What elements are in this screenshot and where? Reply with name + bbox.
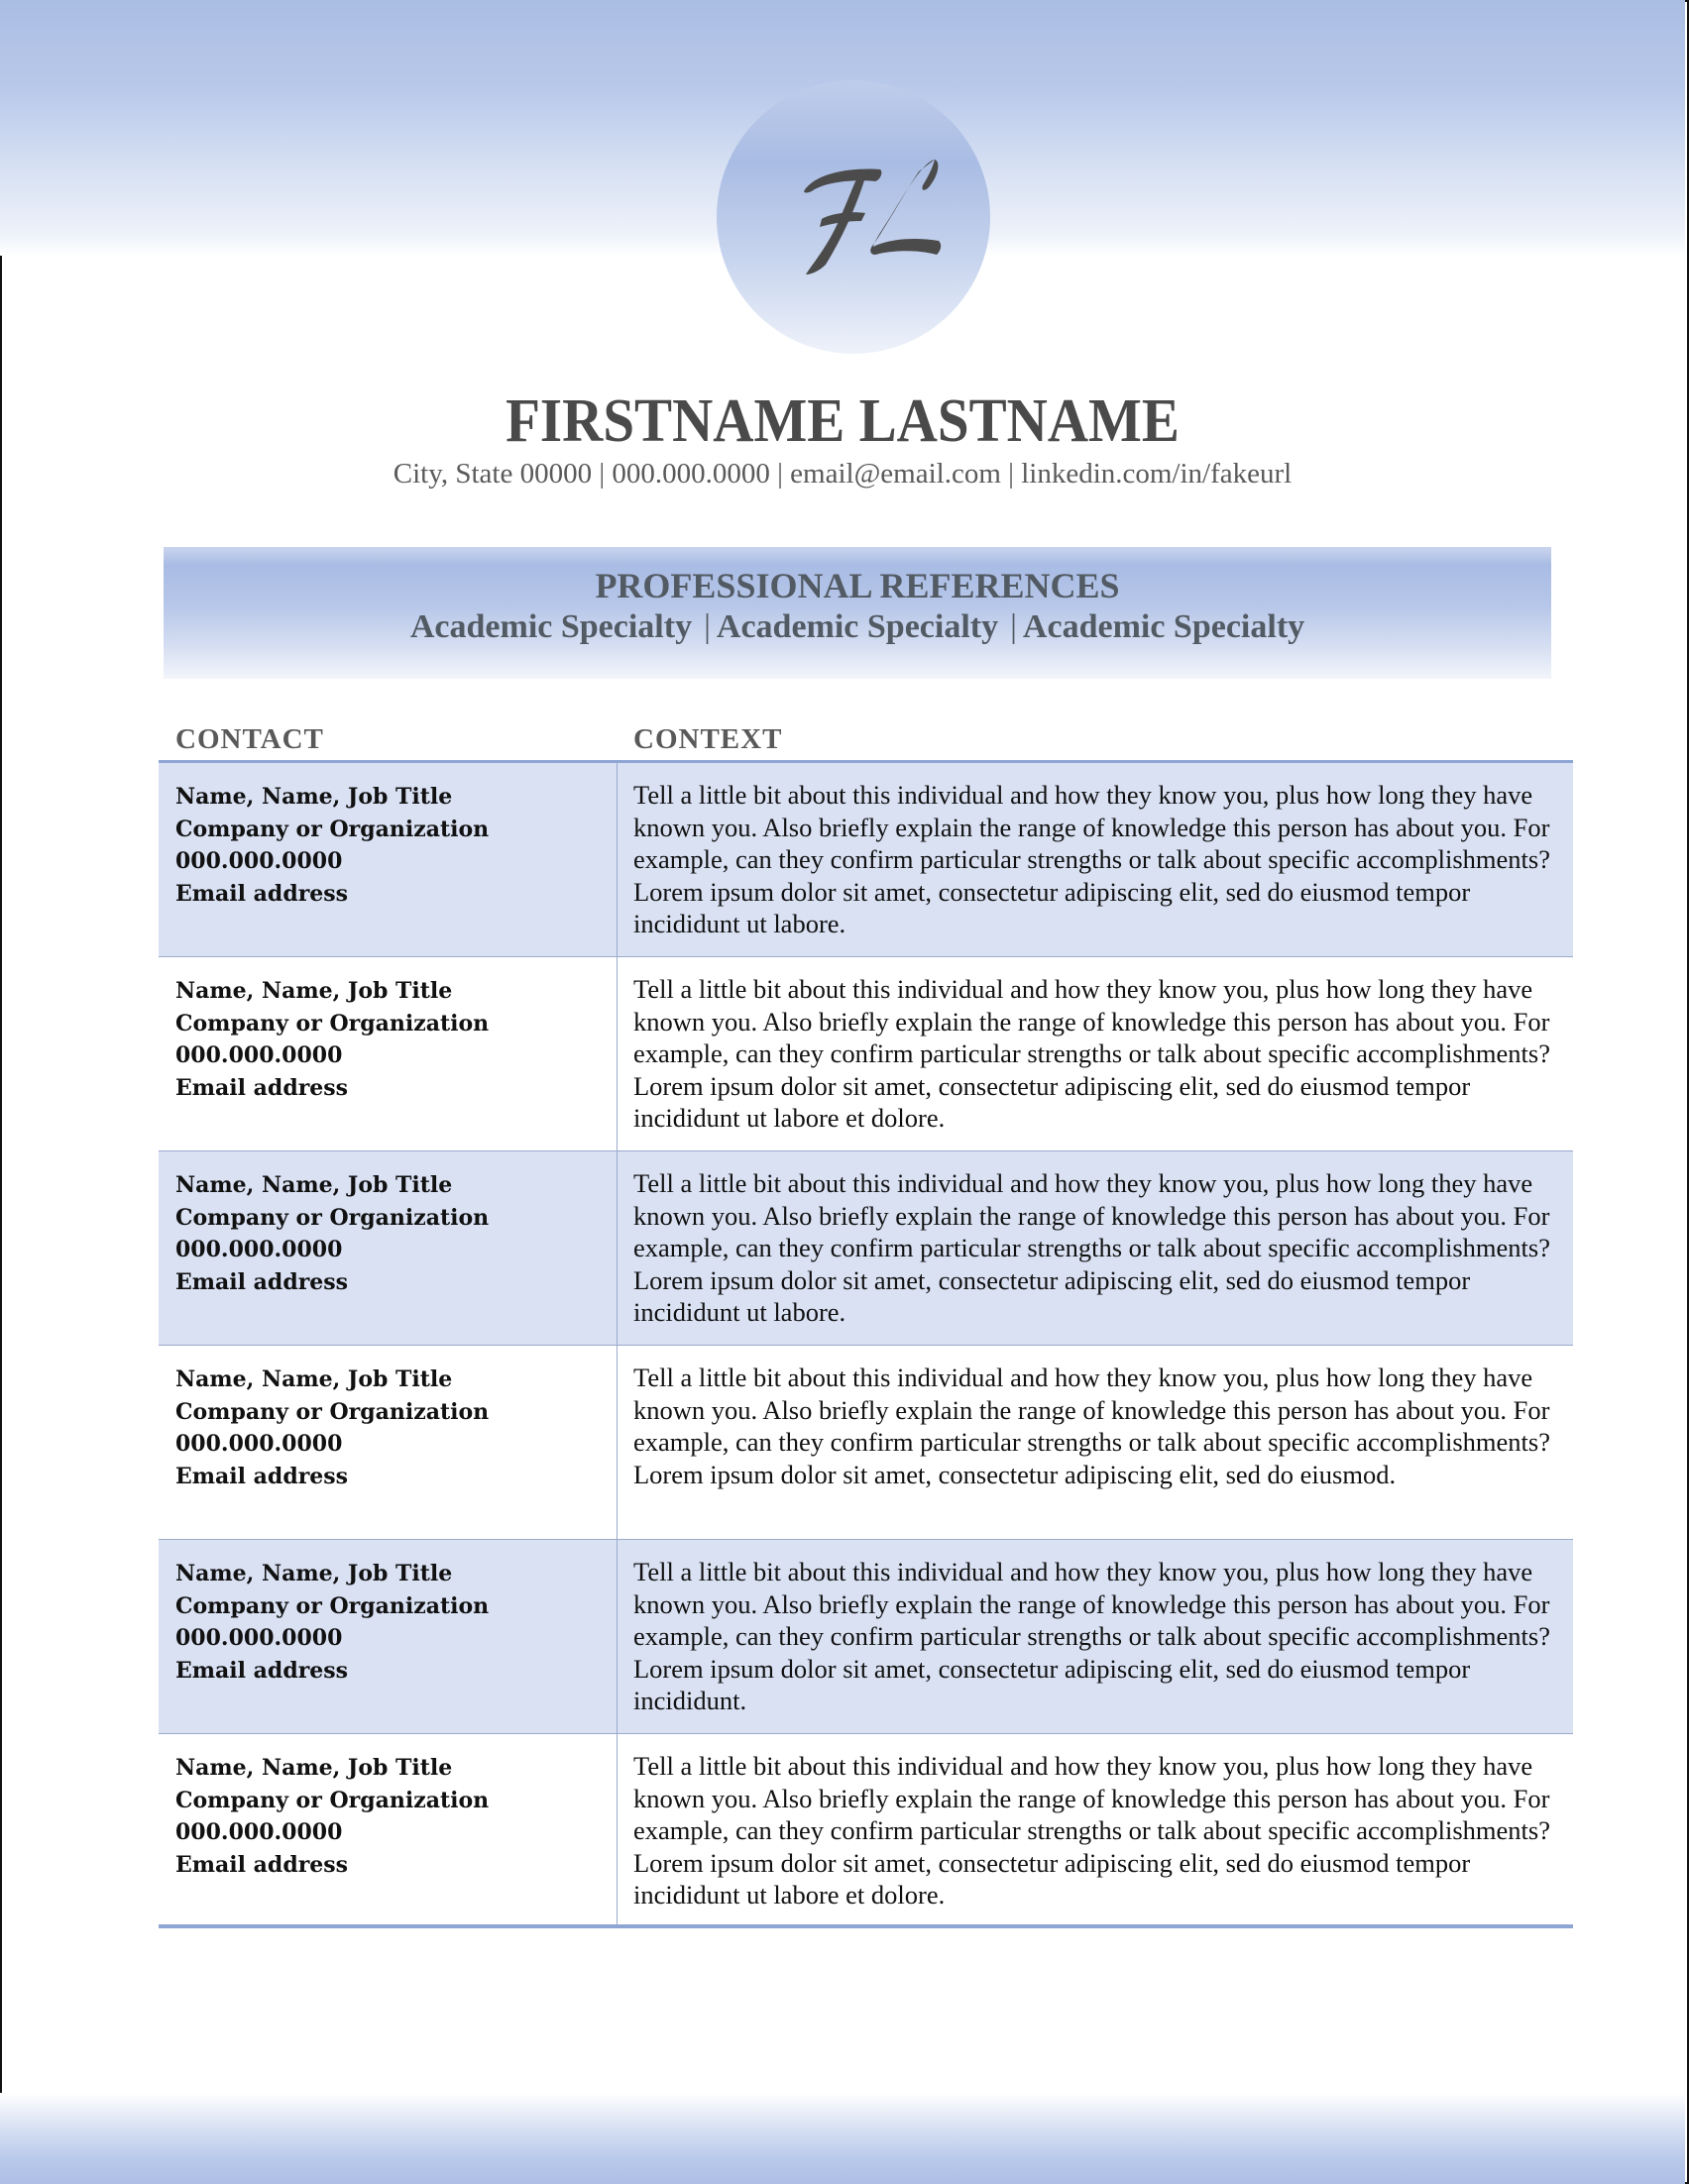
specialty: Academic Specialty bbox=[409, 608, 693, 645]
column-divider bbox=[617, 1346, 618, 1539]
reference-name: Name, Name, Job Title bbox=[175, 784, 453, 810]
candidate-name: FIRSTNAME LASTNAME bbox=[506, 387, 1180, 455]
contact-cell bbox=[175, 1169, 612, 1298]
reference-company: Company or Organization bbox=[175, 816, 490, 842]
reference-company: Company or Organization bbox=[175, 1592, 490, 1619]
contact-cell bbox=[175, 1364, 612, 1492]
specialties-line bbox=[164, 608, 1551, 646]
reference-email: Email address bbox=[175, 1851, 349, 1878]
monogram-logo bbox=[717, 80, 990, 354]
table-row bbox=[159, 1346, 1573, 1540]
contact-cell bbox=[175, 1558, 612, 1687]
table-row bbox=[159, 763, 1573, 957]
reference-email: Email address bbox=[175, 1463, 349, 1489]
reference-email: Email address bbox=[175, 1657, 349, 1684]
reference-phone: 000.000.0000 bbox=[175, 1625, 343, 1651]
reference-name: Name, Name, Job Title bbox=[175, 1561, 453, 1586]
references-table bbox=[159, 763, 1573, 1928]
column-header-context: CONTEXT bbox=[633, 723, 783, 755]
contact-cell bbox=[175, 975, 612, 1104]
context-cell: Tell a little bit about this individual and how they know you, plus how long they have known you. Also briefly explain the range of knowledge this person has about you. For example, can they confirm particular strengths or talk about specific accomplishments? Lorem ipsum dolor sit amet, consectetur adipiscing elit, sed do eiusmod tempor incididunt. bbox=[633, 1557, 1550, 1715]
reference-name: Name, Name, Job Title bbox=[175, 1366, 453, 1392]
contact-cell bbox=[175, 781, 612, 910]
reference-phone: 000.000.0000 bbox=[175, 1431, 343, 1457]
table-row bbox=[159, 957, 1573, 1151]
monogram-fl-icon bbox=[717, 80, 990, 354]
context-cell: Tell a little bit about this individual and how they know you, plus how long they have known you. Also briefly explain the range of knowledge this person has about you. For example, can they confirm particular strengths or talk about specific accomplishments? Lorem ipsum dolor sit amet, consectetur adipiscing elit, sed do eiusmod tempor incididunt ut labore et dolore. bbox=[633, 974, 1550, 1133]
context-cell: Tell a little bit about this individual and how they know you, plus how long they have known you. Also briefly explain the range of knowledge this person has about you. For example, can they confirm particular strengths or talk about specific accomplishments? Lorem ipsum dolor sit amet, consectetur adipiscing elit, sed do eiusmod. bbox=[633, 1363, 1550, 1489]
reference-name: Name, Name, Job Title bbox=[175, 978, 453, 1004]
context-cell: Tell a little bit about this individual and how they know you, plus how long they have known you. Also briefly explain the range of knowledge this person has about you. For example, can they confirm particular strengths or talk about specific accomplishments? Lorem ipsum dolor sit amet, consectetur adipiscing elit, sed do eiusmod tempor incididunt ut labore et dolore. bbox=[633, 1751, 1550, 1910]
reference-company: Company or Organization bbox=[175, 1787, 490, 1813]
table-row bbox=[159, 1540, 1573, 1734]
reference-name: Name, Name, Job Title bbox=[175, 1172, 453, 1198]
specialty: Academic Specialty bbox=[716, 608, 999, 645]
contact-cell bbox=[175, 1752, 612, 1881]
table-row bbox=[159, 1151, 1573, 1346]
table-row bbox=[159, 1734, 1573, 1928]
column-divider bbox=[617, 763, 618, 956]
specialty: Academic Specialty bbox=[1022, 608, 1305, 645]
section-title: PROFESSIONAL REFERENCES bbox=[595, 566, 1120, 605]
reference-phone: 000.000.0000 bbox=[175, 1237, 343, 1262]
separator: | bbox=[1010, 608, 1017, 645]
reference-name: Name, Name, Job Title bbox=[175, 1755, 453, 1781]
column-divider bbox=[617, 1734, 618, 1924]
column-divider bbox=[617, 1540, 618, 1733]
section-banner bbox=[164, 547, 1551, 679]
context-cell: Tell a little bit about this individual and how they know you, plus how long they have known you. Also briefly explain the range of knowledge this person has about you. For example, can they confirm particular strengths or talk about specific accomplishments? Lorem ipsum dolor sit amet, consectetur adipiscing elit, sed do eiusmod tempor incididunt ut labore. bbox=[633, 1168, 1550, 1327]
reference-email: Email address bbox=[175, 1268, 349, 1295]
context-cell: Tell a little bit about this individual and how they know you, plus how long they have known you. Also briefly explain the range of knowledge this person has about you. For example, can they confirm particular strengths or talk about specific accomplishments? Lorem ipsum dolor sit amet, consectetur adipiscing elit, sed do eiusmod tempor incididunt ut labore. bbox=[633, 780, 1550, 938]
bottom-gradient-band bbox=[0, 2093, 1685, 2184]
reference-phone: 000.000.0000 bbox=[175, 1042, 343, 1068]
column-header-contact: CONTACT bbox=[175, 723, 324, 755]
reference-email: Email address bbox=[175, 1074, 349, 1101]
contact-line: City, State 00000 | 000.000.0000 | email@email.com | linkedin.com/in/fakeurl bbox=[393, 458, 1293, 490]
separator: | bbox=[704, 608, 711, 645]
reference-company: Company or Organization bbox=[175, 1204, 490, 1231]
reference-company: Company or Organization bbox=[175, 1398, 490, 1425]
column-divider bbox=[617, 957, 618, 1150]
reference-company: Company or Organization bbox=[175, 1010, 490, 1037]
column-divider bbox=[617, 1151, 618, 1345]
reference-email: Email address bbox=[175, 880, 349, 907]
reference-phone: 000.000.0000 bbox=[175, 1819, 343, 1845]
reference-phone: 000.000.0000 bbox=[175, 848, 343, 874]
